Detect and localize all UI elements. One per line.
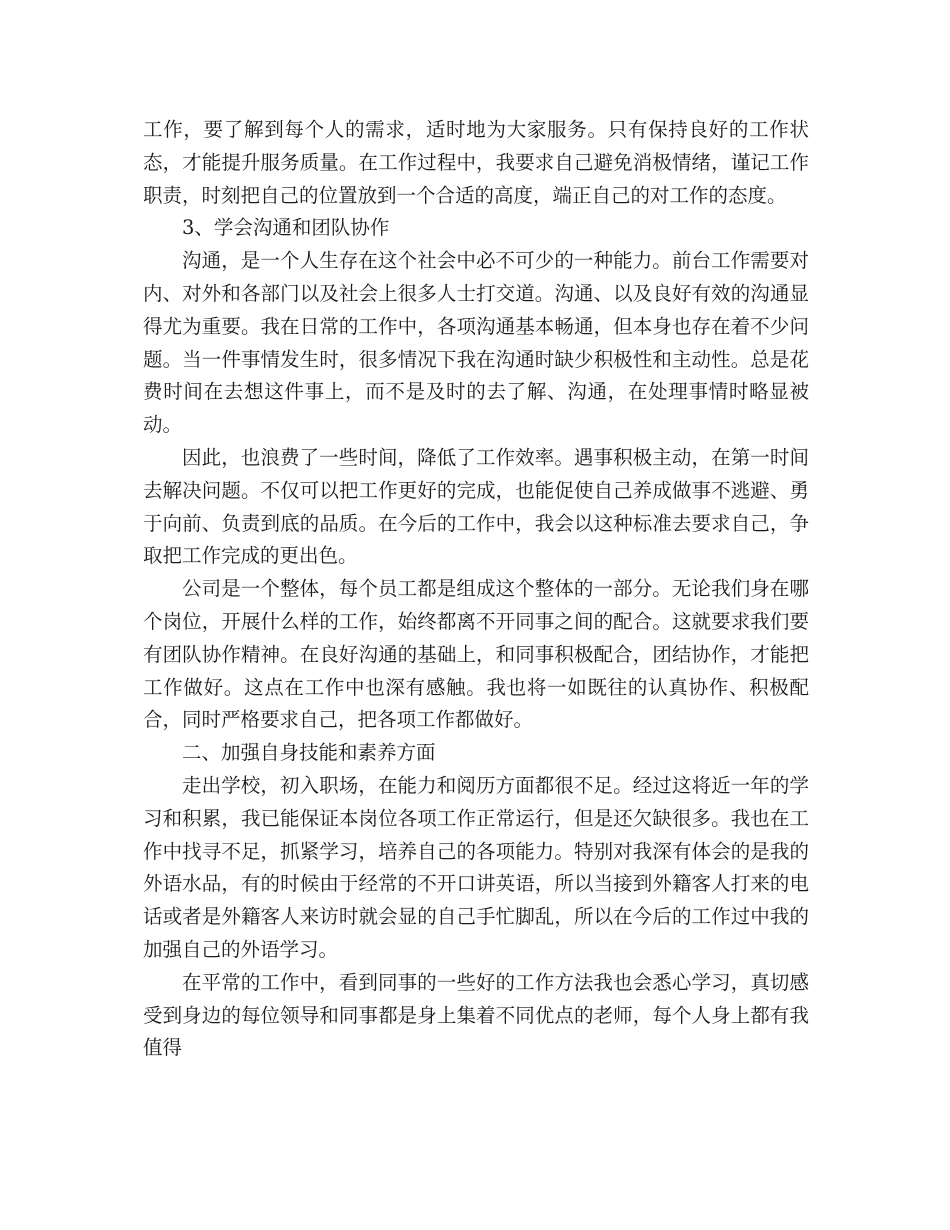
heading-communication-teamwork: 3、学会沟通和团队协作	[182, 216, 390, 240]
paragraph-teamwork: 公司是一个整体，每个员工都是组成这个整体的一部分。无论我们身在哪个岗位，开展什么样的工作，始终都离不开同事之间的配合。这就要求我们要有团队协作精神。在良好沟通的基础上，和同事积极配合，团结协作，才能把工作做好。这点在工作中也深有感触。我也将一如既往的认真协作、积极配合，同时严格要求自己，把各项工作都做好。	[143, 577, 809, 732]
paragraph-communication: 沟通，是一个人生存在这个社会中必不可少的一种能力。前台工作需要对内、对外和各部门以及社会上很多人士打交道。沟通、以及良好有效的沟通显得尤为重要。我在日常的工作中，各项沟通基本畅通，但本身也存在着不少问题。当一件事情发生时，很多情况下我在沟通时缺少积极性和主动性。总是花费时间在去想这件事上，而不是及时的去了解、沟通，在处理事情时略显被动。	[143, 249, 809, 437]
paragraph-efficiency: 因此，也浪费了一些时间，降低了工作效率。遇事积极主动，在第一时间去解决问题。不仅可以把工作更好的完成，也能促使自己养成做事不逃避、勇于向前、负责到底的品质。在今后的工作中，我会以这种标准去要求自己，争取把工作完成的更出色。	[143, 445, 809, 568]
paragraph-continued-service-attitude: 工作，要了解到每个人的需求，适时地为大家服务。只有保持良好的工作状态，才能提升服务质量。在工作过程中，我要求自己避免消极情绪，谨记工作职责，时刻把自己的位置放到一个合适的高度，端正自己的对工作的态度。	[143, 118, 809, 207]
heading-skills-qualities: 二、加强自身技能和素养方面	[182, 741, 436, 765]
paragraph-learning-from-colleagues: 在平常的工作中，看到同事的一些好的工作方法我也会悉心学习，真切感受到身边的每位领导和同事都是身上集着不同优点的老师，每个人身上都有我值得	[143, 970, 809, 1060]
document-body	[143, 114, 809, 1065]
paragraph-skills: 走出学校，初入职场，在能力和阅历方面都很不足。经过这将近一年的学习和积累，我已能保证本岗位各项工作正常运行，但是还欠缺很多。我也在工作中找寻不足，抓紧学习，培养自己的各项能力。特别对我深有体会的是我的外语水品，有的时候由于经常的不开口讲英语，所以当接到外籍客人打来的电话或者是外籍客人来访时就会显的自己手忙脚乱，所以在今后的工作过中我的加强自己的外语学习。	[143, 773, 809, 961]
